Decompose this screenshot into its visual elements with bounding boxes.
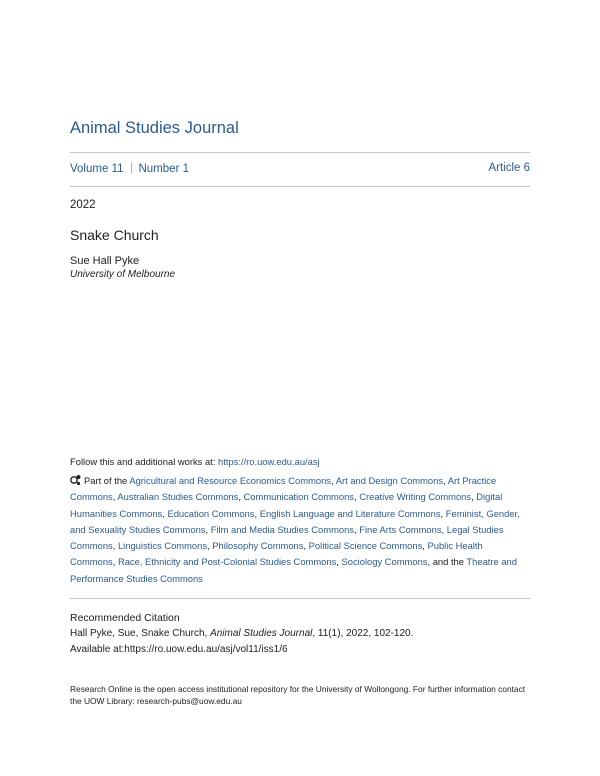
commons-link[interactable]: Art and Design Commons: [335, 475, 444, 486]
commons-link[interactable]: Fine Arts Commons: [359, 523, 442, 535]
author-affiliation: University of Melbourne: [70, 269, 176, 280]
commons-link[interactable]: Feminist, Gender, and Sexuality Studies Commons: [70, 507, 520, 535]
citation-heading: Recommended Citation: [70, 612, 180, 624]
top-divider: [70, 152, 530, 153]
number-link[interactable]: Number 1: [138, 163, 189, 175]
citation-availability: [70, 644, 288, 655]
citation-authors: Hall Pyke, Sue, Snake Church,: [70, 628, 211, 639]
commons-link[interactable]: Creative Writing Commons: [359, 491, 472, 503]
commons-link[interactable]: Legal Studies Commons: [70, 523, 504, 552]
follow-label: Follow this and additional works at:: [70, 456, 218, 467]
citation-details: , 11(1), 2022, 102-120.: [312, 628, 414, 639]
commons-link[interactable]: Philosophy Commons: [212, 540, 304, 552]
follow-url-link[interactable]: https://ro.uow.edu.au/asj: [218, 456, 320, 467]
citation-journal: Animal Studies Journal: [210, 628, 313, 639]
commons-link[interactable]: Theatre and Performance Studies Commons: [70, 556, 517, 584]
commons-link[interactable]: Education Commons: [167, 507, 255, 519]
commons-link[interactable]: Film and Media Studies Commons: [210, 523, 354, 535]
volume-link[interactable]: Volume 11: [70, 163, 124, 175]
issue-separator: [131, 162, 132, 173]
repository-footer: Research Online is the open access institutional repository for the University of Wollongong. For further information contact the UOW Library: research-pubs@uow.edu.au: [70, 684, 526, 706]
commons-link[interactable]: Political Science Commons: [308, 540, 423, 552]
commons-link[interactable]: Sociology Commons: [341, 556, 428, 568]
author-name: Sue Hall Pyke: [70, 255, 140, 267]
citation-divider: [70, 598, 530, 599]
available-url[interactable]: https://ro.uow.edu.au/asj/vol11/iss1/6: [124, 644, 288, 655]
article-link[interactable]: Article 6: [488, 162, 530, 174]
commons-link[interactable]: Communication Commons: [243, 491, 354, 503]
article-title: Snake Church: [70, 227, 159, 243]
commons-prefix: Part of the: [84, 475, 130, 486]
follow-line: [70, 456, 320, 467]
available-label: Available at:: [70, 644, 125, 655]
issue-info: [70, 162, 530, 175]
commons-link[interactable]: Linguistics Commons: [117, 540, 208, 552]
citation-text: [70, 628, 413, 639]
commons-link[interactable]: Australian Studies Commons: [117, 491, 239, 503]
commons-link[interactable]: Agricultural and Resource Economics Commons: [129, 475, 331, 486]
commons-link[interactable]: Race, Ethnicity and Post-Colonial Studies Commons: [117, 556, 337, 568]
publication-year: 2022: [70, 199, 96, 211]
commons-link[interactable]: Art Practice Commons: [70, 475, 497, 503]
commons-list: Part of the Agricultural and Resource Economics Commons, Art and Design Commons, Art Practice Commons, Australian Studies Commons, Communication Commons, Creative Writing Commons, Digital Humanities Commons, Education Commons, English Language and Literature Commons, Feminist, Gender, and Sexuality Studies Commons, Film and Media Studies Commons, Fine Arts Commons, Legal Studies Commons, Linguistics Commons, Philosophy Commons, Political Science Commons, Public Health Commons, Race, Ethnicity and Post-Colonial Studies Commons, Sociology Commons, and the Theatre and Performance Studies Commons: [70, 475, 520, 584]
commons-link[interactable]: Public Health Commons: [70, 540, 483, 568]
commons-link[interactable]: English Language and Literature Commons: [259, 507, 441, 519]
journal-title[interactable]: Animal Studies Journal: [70, 119, 239, 137]
commons-network-icon: [70, 474, 82, 486]
issue-divider: [70, 186, 530, 187]
commons-link[interactable]: Digital Humanities Commons: [70, 491, 503, 519]
